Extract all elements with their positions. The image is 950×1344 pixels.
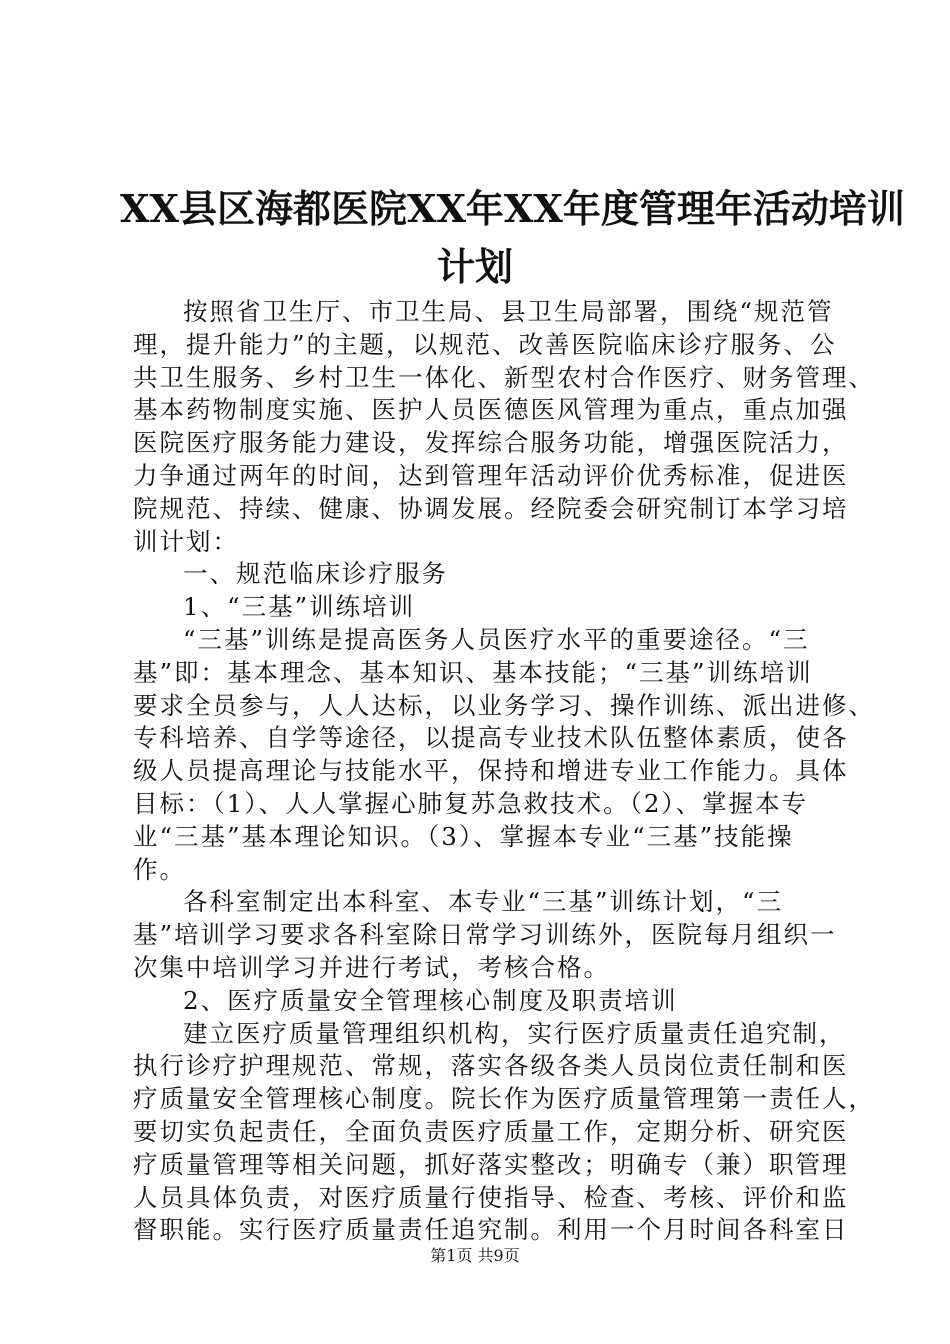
paragraph-line: 各科室制定出本科室、本专业“三基”训练计划，“三 xyxy=(183,887,784,917)
title-line-2: 计划 xyxy=(436,244,513,289)
subsection-heading: 2、医疗质量安全管理核心制度及职责培训 xyxy=(183,985,678,1015)
paragraph-line: 基”培训学习要求各科室除日常学习训练外，医院每月组织一 xyxy=(133,920,837,950)
paragraph-line: 力争通过两年的时间，达到管理年活动评价优秀标准，促进医 xyxy=(133,460,849,490)
paragraph-line: 医院医疗服务能力建设，发挥综合服务功能，增强医院活力， xyxy=(133,428,849,458)
paragraph-line: 要求全员参与，人人达标，以业务学习、操作训练、派出进修、 xyxy=(133,690,875,720)
paragraph-line: 督职能。实行医疗质量责任追究制。利用一个月时间各科室日 xyxy=(133,1215,849,1245)
subsection-heading: 1、“三基”训练培训 xyxy=(183,592,416,622)
paragraph-line: 按照省卫生厅、市卫生局、县卫生局部署，围绕“规范管 xyxy=(183,297,834,326)
paragraph-line: 次集中培训学习并进行考试，考核合格。 xyxy=(133,952,610,982)
section-heading: 一、规范临床诊疗服务 xyxy=(183,559,448,589)
paragraph-line: 理，提升能力”的主题，以规范、改善医院临床诊疗服务、公 xyxy=(133,329,837,359)
page-number: 第1页 共9页 xyxy=(430,1246,520,1265)
paragraph-line: 目标：（1）、人人掌握心肺复苏急救技术。（2）、掌握本专 xyxy=(133,788,809,818)
document-title xyxy=(120,180,905,296)
paragraph-line: 疗质量安全管理核心制度。院长作为医疗质量管理第一责任人， xyxy=(133,1084,875,1114)
paragraph-line: 业“三基”基本理论知识。（3）、掌握本专业“三基”技能操 xyxy=(133,821,794,851)
paragraph-line: 执行诊疗护理规范、常规，落实各级各类人员岗位责任制和医 xyxy=(133,1051,849,1081)
paragraph-line: “三基”训练是提高医务人员医疗水平的重要途径。“三 xyxy=(183,624,810,654)
paragraph-line: 要切实负起责任，全面负责医疗质量工作，定期分析、研究医 xyxy=(133,1116,849,1146)
paragraph-line: 基”即：基本理念、基本知识、基本技能；“三基”训练培训 xyxy=(133,657,813,687)
paragraph-line: 训计划： xyxy=(133,526,239,556)
title-line-1: XX县区海都医院XX年XX年度管理年活动培训 xyxy=(120,186,905,231)
paragraph-line: 疗质量管理等相关问题，抓好落实整改；明确专（兼）职管理 xyxy=(133,1149,849,1179)
paragraph-line: 院规范、持续、健康、协调发展。经院委会研究制订本学习培 xyxy=(133,493,849,523)
paragraph-line: 人员具体负责，对医疗质量行使指导、检查、考核、评价和监 xyxy=(133,1182,849,1212)
paragraph-line: 共卫生服务、乡村卫生一体化、新型农村合作医疗、财务管理、 xyxy=(133,362,875,392)
paragraph-line: 专科培养、自学等途径，以提高专业技术队伍整体素质，使各 xyxy=(133,723,849,753)
paragraph-line: 级人员提高理论与技能水平，保持和增进专业工作能力。具体 xyxy=(133,756,849,786)
document-body xyxy=(133,296,875,1247)
paragraph-line: 建立医疗质量管理组织机构，实行医疗质量责任追究制， xyxy=(183,1018,846,1048)
paragraph-line: 作。 xyxy=(133,854,186,884)
paragraph-line: 基本药物制度实施、医护人员医德医风管理为重点，重点加强 xyxy=(133,395,849,425)
